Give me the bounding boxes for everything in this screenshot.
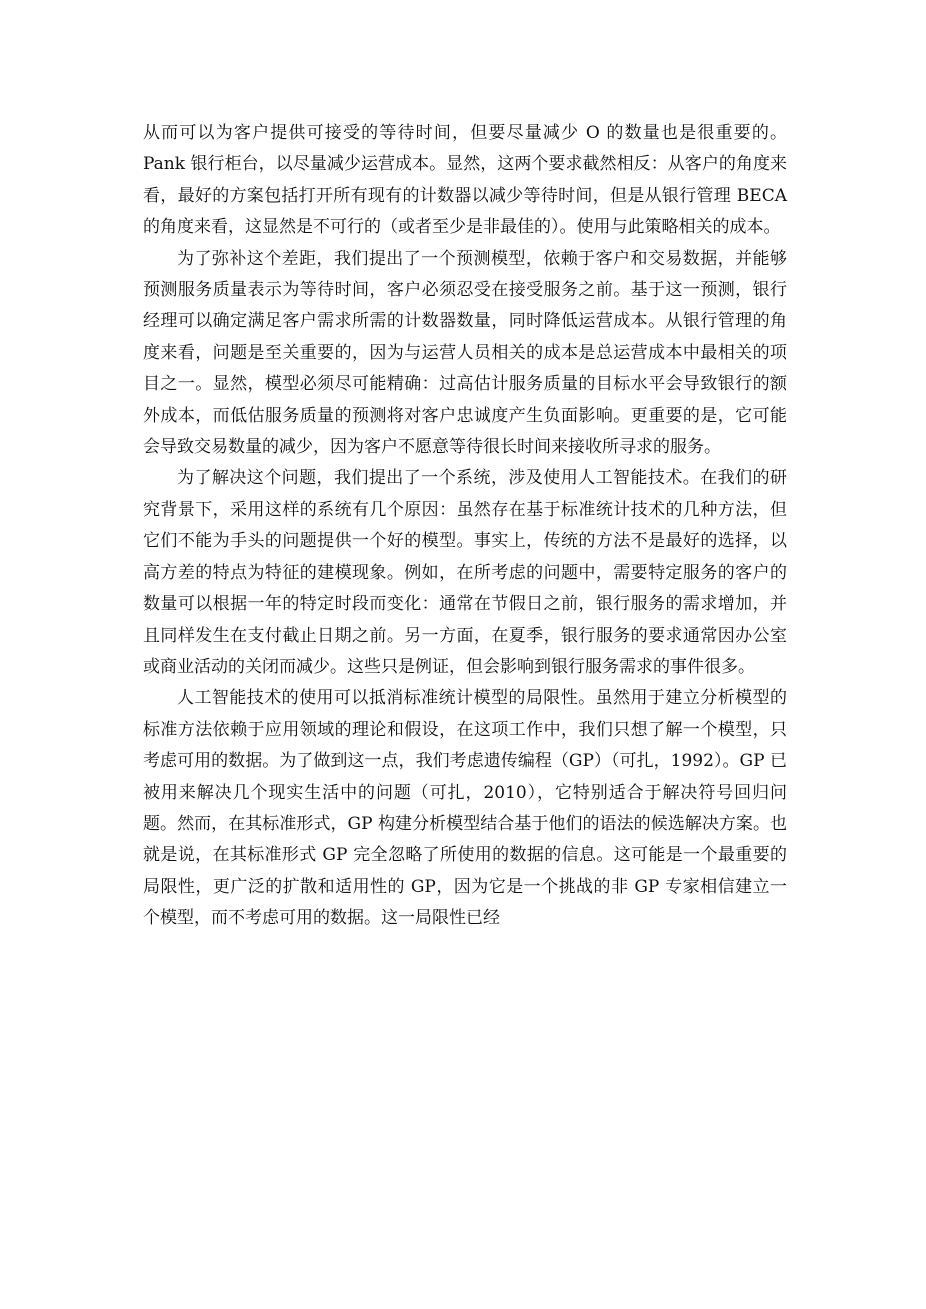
paragraph-1: 从而可以为客户提供可接受的等待时间，但要尽量减少 O 的数量也是很重要的。Pank 银行柜台，以尽量减少运营成本。显然，这两个要求截然相反：从客户的角度来看，最好的方案包括打开所有现有的计数器以减少等待时间，但是从银行管理 BECA 的角度来看，这显然是不可行的（或者至少是非最佳的）。使用与此策略相关的成本。 <box>143 123 787 238</box>
document-page <box>143 118 787 935</box>
paragraph-3: 为了解决这个问题，我们提出了一个系统，涉及使用人工智能技术。在我们的研究背景下，采用这样的系统有几个原因：虽然存在基于标准统计技术的几种方法，但它们不能为手头的问题提供一个好的模型。事实上，传统的方法不是最好的选择，以高方差的特点为特征的建模现象。例如，在所考虑的问题中，需要特定服务的客户的数量可以根据一年的特定时段而变化：通常在节假日之前，银行服务的需求增加，并且同样发生在支付截止日期之前。另一方面，在夏季，银行服务的要求通常因办公室或商业活动的关闭而减少。这些只是例证，但会影响到银行服务需求的事件很多。 <box>143 468 787 677</box>
paragraph-4: 人工智能技术的使用可以抵消标准统计模型的局限性。虽然用于建立分析模型的标准方法依赖于应用领域的理论和假设，在这项工作中，我们只想了解一个模型，只考虑可用的数据。为了做到这一点，我们考虑遗传编程（GP）（可扎，1992）。GP 已被用来解决几个现实生活中的问题（可扎，2010），它特别适合于解决符号回归问题。然而，在其标准形式，GP 构建分析模型结合基于他们的语法的候选解决方案。也就是说，在其标准形式 GP 完全忽略了所使用的数据的信息。这可能是一个最重要的局限性，更广泛的扩散和适用性的 GP，因为它是一个挑战的非 GP 专家相信建立一个模型，而不考虑可用的数据。这一局限性已经 <box>143 688 787 929</box>
paragraph-2: 为了弥补这个差距，我们提出了一个预测模型，依赖于客户和交易数据，并能够预测服务质量表示为等待时间，客户必须忍受在接受服务之前。基于这一预测，银行经理可以确定满足客户需求所需的计数器数量，同时降低运营成本。从银行管理的角度来看，问题是至关重要的，因为与运营人员相关的成本是总运营成本中最相关的项目之一。显然，模型必须尽可能精确：过高估计服务质量的目标水平会导致银行的额外成本，而低估服务质量的预测将对客户忠诚度产生负面影响。更重要的是，它可能会导致交易数量的减少，因为客户不愿意等待很长时间来接收所寻求的服务。 <box>143 248 787 458</box>
